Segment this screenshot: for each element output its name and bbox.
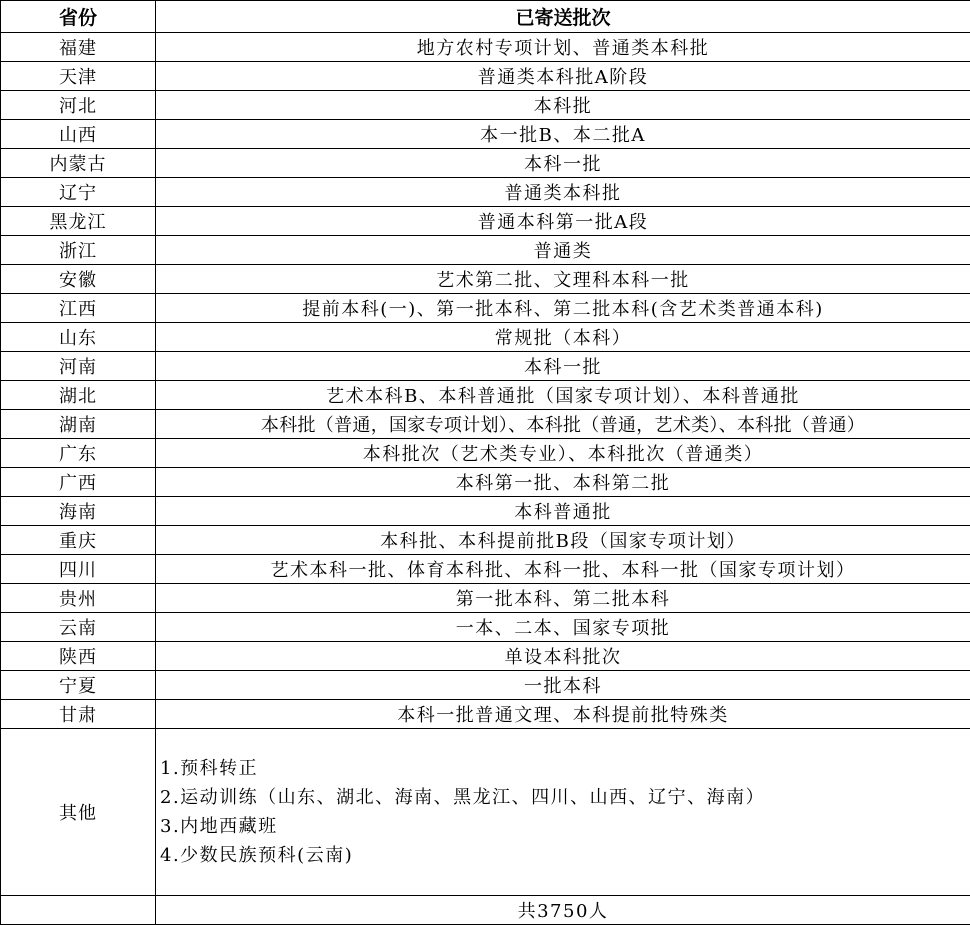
batch-cell: 本科普通批 <box>156 497 970 526</box>
batch-cell: 普通类本科批A阶段 <box>156 62 970 91</box>
province-cell: 陕西 <box>1 642 156 671</box>
table-row <box>1 671 970 700</box>
table-row <box>1 410 970 439</box>
province-cell: 内蒙古 <box>1 149 156 178</box>
table-body <box>1 33 970 925</box>
province-cell: 云南 <box>1 613 156 642</box>
province-cell: 广西 <box>1 468 156 497</box>
table-row <box>1 700 970 729</box>
province-cell: 福建 <box>1 33 156 62</box>
province-cell: 海南 <box>1 497 156 526</box>
table-row <box>1 468 970 497</box>
table-row <box>1 178 970 207</box>
batch-cell: 一本、二本、国家专项批 <box>156 613 970 642</box>
other-item: 1.预科转正 <box>160 758 259 779</box>
province-cell: 宁夏 <box>1 671 156 700</box>
header-row <box>1 1 970 33</box>
province-cell: 浙江 <box>1 236 156 265</box>
table-row <box>1 381 970 410</box>
batch-cell: 普通本科第一批A段 <box>156 207 970 236</box>
table-row <box>1 236 970 265</box>
province-cell: 天津 <box>1 62 156 91</box>
header-batch: 已寄送批次 <box>156 1 970 33</box>
table-row <box>1 323 970 352</box>
batch-cell: 本科批（普通，国家专项计划）、本科批（普通，艺术类）、本科批（普通） <box>156 410 970 439</box>
province-cell: 甘肃 <box>1 700 156 729</box>
province-cell: 广东 <box>1 439 156 468</box>
other-item: 3.内地西藏班 <box>160 816 278 837</box>
batch-cell: 第一批本科、第二批本科 <box>156 584 970 613</box>
province-cell: 安徽 <box>1 265 156 294</box>
table-row <box>1 207 970 236</box>
table-row <box>1 439 970 468</box>
table-row <box>1 149 970 178</box>
table-row <box>1 352 970 381</box>
province-cell: 河南 <box>1 352 156 381</box>
batch-cell: 本科一批 <box>156 149 970 178</box>
batch-cell: 本一批B、本二批A <box>156 120 970 149</box>
province-cell: 湖南 <box>1 410 156 439</box>
table-row <box>1 120 970 149</box>
batch-cell: 本科批、本科提前批B段（国家专项计划） <box>156 526 970 555</box>
batch-cell: 普通类 <box>156 236 970 265</box>
total-count: 共3750人 <box>156 896 970 925</box>
batch-cell: 艺术本科一批、体育本科批、本科一批、本科一批（国家专项计划） <box>156 555 970 584</box>
province-cell: 江西 <box>1 294 156 323</box>
table-row <box>1 265 970 294</box>
total-row <box>1 896 970 925</box>
table-row <box>1 526 970 555</box>
batch-cell: 地方农村专项计划、普通类本科批 <box>156 33 970 62</box>
province-cell: 山西 <box>1 120 156 149</box>
batch-cell: 一批本科 <box>156 671 970 700</box>
other-batch-list <box>156 729 970 896</box>
batch-cell: 本科一批 <box>156 352 970 381</box>
batch-cell: 提前本科(一)、第一批本科、第二批本科(含艺术类普通本科) <box>156 294 970 323</box>
table-row <box>1 584 970 613</box>
batch-cell: 本科批次（艺术类专业）、本科批次（普通类） <box>156 439 970 468</box>
other-province-cell: 其他 <box>1 729 156 896</box>
batch-cell: 本科一批普通文理、本科提前批特殊类 <box>156 700 970 729</box>
other-item: 2.运动训练（山东、湖北、海南、黑龙江、四川、山西、辽宁、海南） <box>160 787 766 808</box>
province-cell: 四川 <box>1 555 156 584</box>
batch-cell: 本科批 <box>156 91 970 120</box>
total-province-cell <box>1 896 156 925</box>
table-row <box>1 91 970 120</box>
table-row <box>1 294 970 323</box>
province-cell: 湖北 <box>1 381 156 410</box>
batch-cell: 艺术本科B、本科普通批（国家专项计划）、本科普通批 <box>156 381 970 410</box>
table-row <box>1 555 970 584</box>
table-row <box>1 33 970 62</box>
header-province: 省份 <box>1 1 156 33</box>
table-row <box>1 62 970 91</box>
table-row <box>1 613 970 642</box>
province-cell: 辽宁 <box>1 178 156 207</box>
batch-cell: 普通类本科批 <box>156 178 970 207</box>
batch-cell: 艺术第二批、文理科本科一批 <box>156 265 970 294</box>
province-cell: 山东 <box>1 323 156 352</box>
province-cell: 黑龙江 <box>1 207 156 236</box>
other-item: 4.少数民族预科(云南) <box>160 845 354 866</box>
province-cell: 重庆 <box>1 526 156 555</box>
other-row <box>1 729 970 896</box>
table-row <box>1 642 970 671</box>
province-cell: 贵州 <box>1 584 156 613</box>
batch-cell: 常规批（本科） <box>156 323 970 352</box>
batch-cell: 单设本科批次 <box>156 642 970 671</box>
province-cell: 河北 <box>1 91 156 120</box>
table-row <box>1 497 970 526</box>
batch-cell: 本科第一批、本科第二批 <box>156 468 970 497</box>
